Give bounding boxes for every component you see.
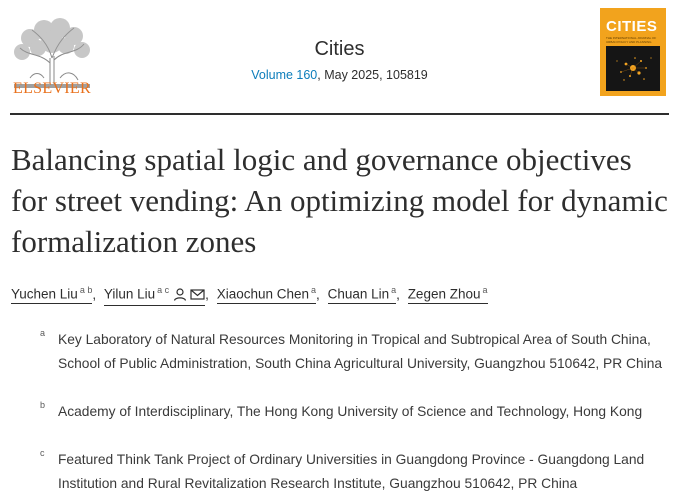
cover-title: CITIES [606, 18, 658, 35]
author-name: Xiaochun Chen [216, 286, 310, 302]
cover-city-map-image [606, 46, 660, 91]
affiliation-text: Featured Think Tank Project of Ordinary Universities in Guangdong Province - Guangdong Land Institution and Rural Revitalization Research Institute, Guangzhou 510642, PR China [58, 452, 645, 491]
author-name: Chuan Lin [327, 286, 390, 302]
citation-details: , May 2025, 105819 [317, 68, 428, 82]
author-name: Zegen Zhou [407, 286, 481, 302]
article-title: Balancing spatial logic and governance objectives for street vending: An optimizing model for dynamic formalization zones [11, 142, 668, 259]
author-link[interactable] [408, 283, 488, 304]
affiliation-label: b [40, 400, 46, 410]
journal-cover-thumbnail[interactable] [600, 8, 666, 96]
author-list [11, 283, 671, 306]
publisher-wordmark[interactable]: ELSEVIER [13, 80, 91, 97]
author-link[interactable] [104, 283, 205, 306]
affiliation-text: Academy of Interdisciplinary, The Hong Kong University of Science and Technology, Hong Kong [58, 404, 643, 419]
affiliation-label: c [40, 448, 45, 458]
author-link[interactable] [328, 283, 397, 304]
author-link[interactable] [11, 283, 92, 304]
envelope-icon[interactable] [190, 288, 205, 301]
citation-line [0, 68, 679, 82]
affiliation-label: a [40, 328, 46, 338]
author-separator: , [396, 286, 400, 302]
author-separator: , [316, 286, 320, 302]
author-link[interactable] [217, 283, 316, 304]
author-name: Yilun Liu [103, 286, 156, 302]
author-separator: , [205, 286, 209, 302]
affiliation-text: Key Laboratory of Natural Resources Monitoring in Tropical and Subtropical Area of South China, School of Public Administration, South China Agricultural University, Guangzhou 510642, PR China [58, 332, 663, 371]
cover-subtitle: THE INTERNATIONAL JOURNAL OF URBAN POLICY AND PLANNING [606, 36, 657, 44]
person-icon [173, 288, 187, 301]
header-divider [10, 113, 669, 115]
journal-title[interactable]: Cities [314, 38, 365, 60]
author-affiliation-marks: a c [157, 285, 170, 295]
author-separator: , [92, 286, 97, 302]
author-affiliation-marks: a [311, 285, 317, 295]
corresponding-author-icons [173, 288, 205, 304]
author-name: Yuchen Liu [11, 286, 78, 302]
author-affiliation-marks: a [482, 285, 488, 295]
volume-link[interactable]: Volume 160 [251, 68, 318, 82]
author-affiliation-marks: a [391, 285, 397, 295]
author-affiliation-marks: a b [79, 285, 93, 295]
article-header [0, 0, 679, 114]
